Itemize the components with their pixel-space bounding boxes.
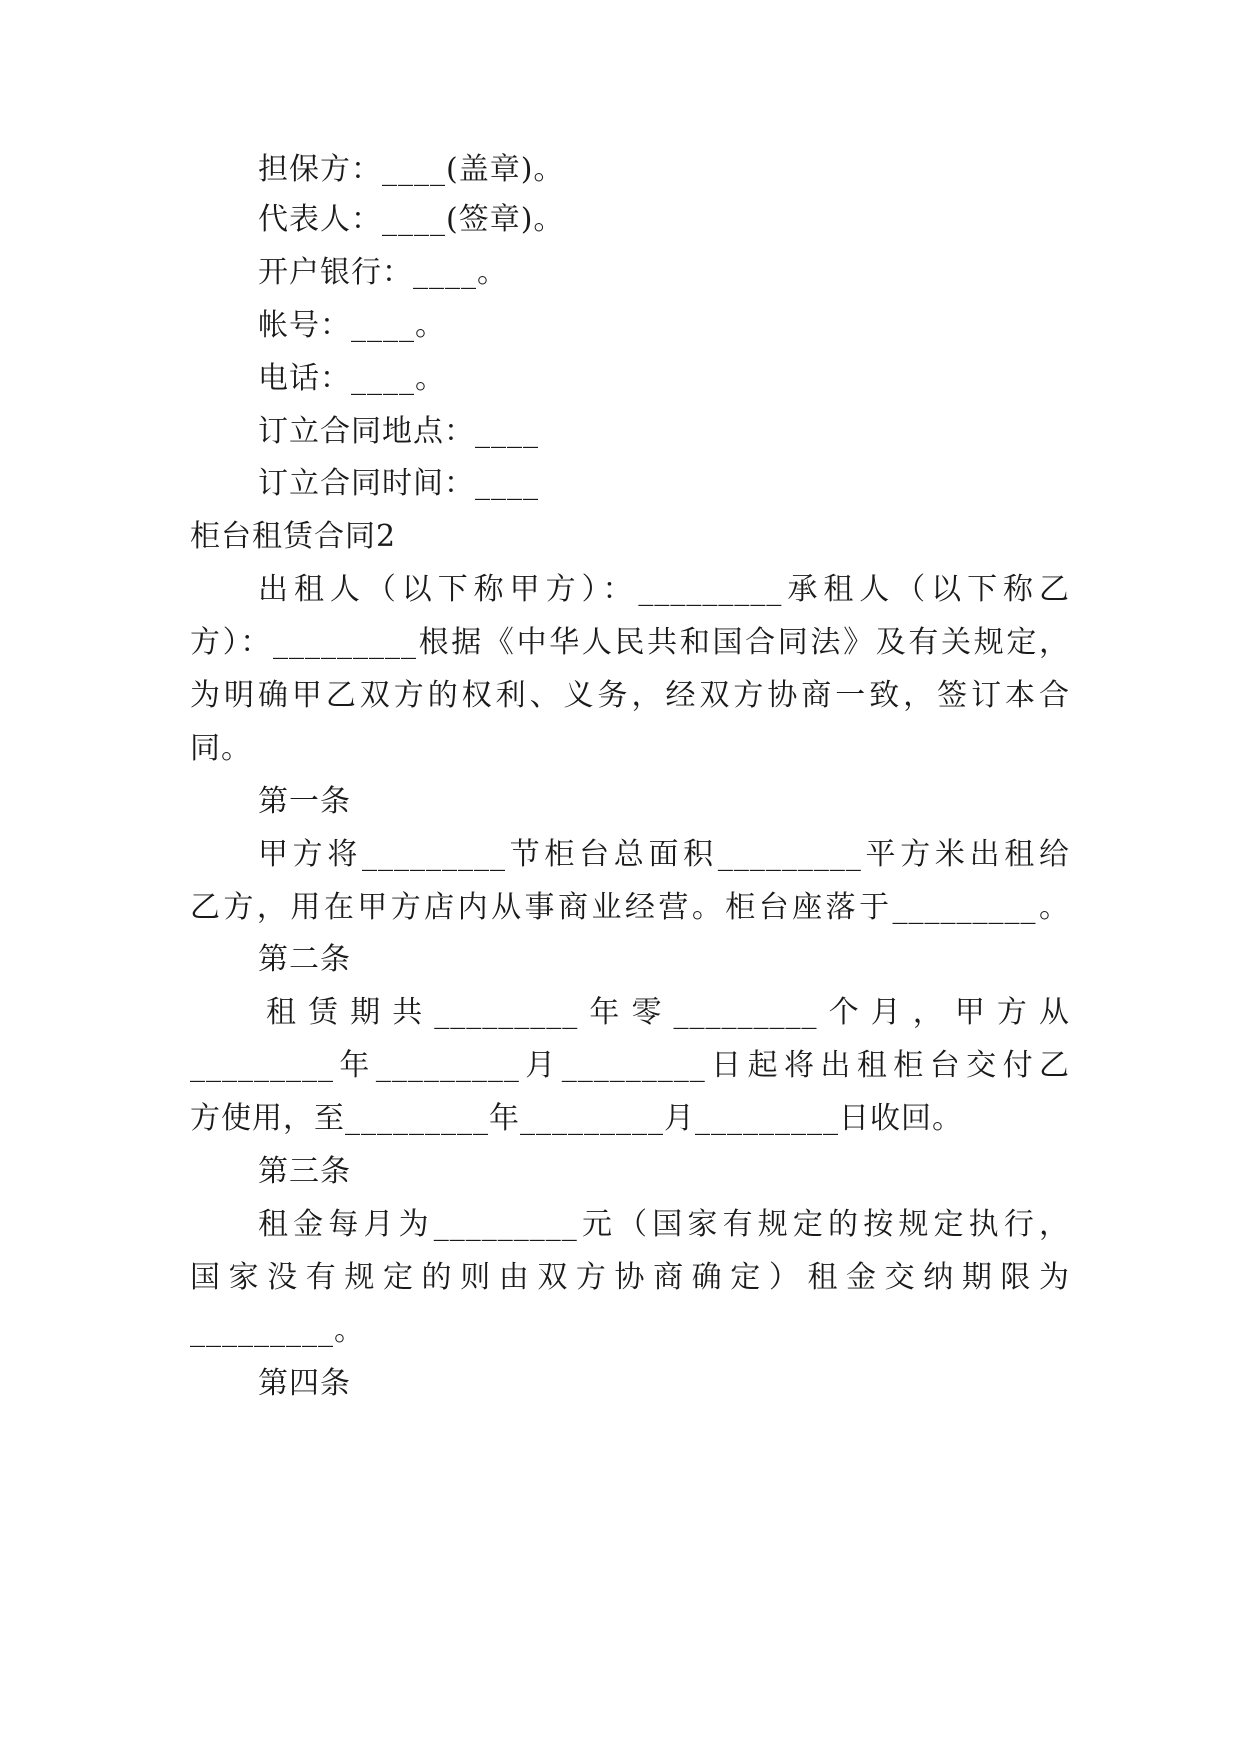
article-heading: 第二条 [258,942,351,977]
paragraph-line: 乙方，用在甲方店内从事商业经营。柜台座落于_________。 [190,890,1070,925]
phone-line: 电话：____。 [258,361,446,396]
paragraph-line: _________。 [190,1313,365,1348]
article-heading: 第三条 [258,1154,351,1189]
guarantor-line: 担保方：____(盖章)。 [258,152,565,187]
paragraph-line: 租金每月为_________元（国家有规定的按规定执行， [258,1207,1070,1242]
paragraph-line: 甲方将_________节柜台总面积_________平方米出租给 [258,837,1070,872]
paragraph-line: _________年_________月_________日起将出租柜台交付乙 [190,1048,1070,1083]
contract-place-line: 订立合同地点：____ [258,414,539,449]
contract-time-line: 订立合同时间：____ [258,466,539,501]
representative-line: 代表人：____(签章)。 [258,202,565,237]
paragraph-line: 同。 [190,731,252,766]
article-heading: 第一条 [258,784,351,819]
paragraph-line: 租赁期共_________年零_________个月，甲方从 [266,995,1070,1030]
paragraph-line: 方）：_________根据《中华人民共和国合同法》及有关规定， [190,625,1070,660]
paragraph-line: 出租人（以下称甲方）：_________承租人（以下称乙 [258,572,1070,607]
paragraph-line: 为明确甲乙双方的权利、义务，经双方协商一致，签订本合 [190,678,1070,713]
account-line: 帐号：____。 [258,308,446,343]
section-title: 柜台租赁合同2 [190,519,397,554]
bank-line: 开户银行：____。 [258,255,508,290]
paragraph-line: 方使用，至_________年_________月_________日收回。 [190,1101,963,1136]
article-heading: 第四条 [258,1366,351,1401]
paragraph-line: 国家没有规定的则由双方协商确定）租金交纳期限为 [190,1260,1070,1295]
